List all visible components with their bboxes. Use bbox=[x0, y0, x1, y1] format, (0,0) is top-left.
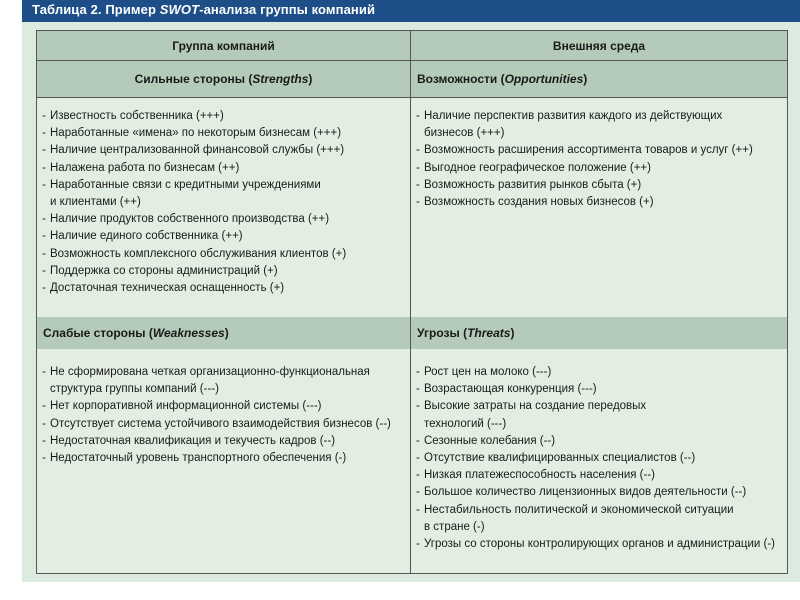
strengths-item: - Известность собственника (+++) bbox=[42, 108, 408, 125]
caption-swot: SWOT bbox=[159, 2, 200, 17]
strengths-item: - Наличие продуктов собственного производства (++) bbox=[42, 211, 408, 228]
threats-item: - Возрастающая конкуренция (---) bbox=[416, 381, 784, 398]
header-threats: Угрозы ( Threats ) bbox=[411, 317, 787, 349]
weaknesses-item: - Недостаточная квалификация и текучесть кадров (--) bbox=[42, 433, 408, 450]
strengths-item: - Возможность комплексного обслуживания клиентов (+) bbox=[42, 246, 408, 263]
caption-suffix: -анализа группы компаний bbox=[199, 2, 376, 17]
threats-item: - Высокие затраты на создание передовых технологий (---) bbox=[416, 398, 784, 432]
swot-table bbox=[36, 30, 788, 574]
strengths-item: - Налажена работа по бизнесам (++) bbox=[42, 160, 408, 177]
opportunities-item: - Выгодное географическое положение (++) bbox=[416, 160, 784, 177]
threats-item: - Большое количество лицензионных видов деятельности (--) bbox=[416, 484, 784, 501]
weaknesses-cell bbox=[42, 364, 408, 569]
weaknesses-label: Слабые стороны bbox=[43, 326, 146, 340]
table-caption bbox=[32, 2, 375, 17]
opportunities-item: - Возможность развития рынков сбыта (+) bbox=[416, 177, 784, 194]
threats-label-en: Threats bbox=[467, 326, 511, 340]
threats-item: - Рост цен на молоко (---) bbox=[416, 364, 784, 381]
header-opportunities: Возможности ( Opportunities ) bbox=[411, 61, 787, 97]
opportunities-list bbox=[416, 108, 784, 211]
header-company-group-text: Группа компаний bbox=[172, 38, 275, 53]
row-divider-1 bbox=[37, 60, 787, 61]
strengths-cell bbox=[42, 108, 408, 318]
strengths-item: - Наработанные связи с кредитными учреждениями и клиентами (++) bbox=[42, 177, 408, 211]
threats-item: - Отсутствие квалифицированных специалистов (--) bbox=[416, 450, 784, 467]
column-divider bbox=[410, 31, 411, 573]
opportunities-label-en: Opportunities bbox=[504, 72, 584, 86]
header-external-env bbox=[411, 31, 787, 60]
threats-item: - Низкая платежеспособность населения (--) bbox=[416, 467, 784, 484]
strengths-label: Сильные стороны bbox=[134, 72, 246, 86]
opportunities-item: - Наличие перспектив развития каждого из действующих бизнесов (+++) bbox=[416, 108, 784, 142]
weaknesses-list bbox=[42, 364, 408, 467]
row-divider-2 bbox=[37, 97, 787, 98]
weaknesses-item: - Нет корпоративной информационной системы (---) bbox=[42, 398, 408, 415]
strengths-label-en: Strengths bbox=[252, 72, 309, 86]
threats-list bbox=[416, 364, 784, 553]
opportunities-label: Возможности bbox=[417, 72, 498, 86]
strengths-item: - Достаточная техническая оснащенность (+) bbox=[42, 280, 408, 297]
threats-item: - Сезонные колебания (--) bbox=[416, 433, 784, 450]
strengths-list bbox=[42, 108, 408, 297]
opportunities-item: - Возможность создания новых бизнесов (+) bbox=[416, 194, 784, 211]
strengths-item: - Наработанные «имена» по некоторым бизнесам (+++) bbox=[42, 125, 408, 142]
threats-item: - Угрозы со стороны контролирующих органов и администрации (-) bbox=[416, 536, 784, 553]
strengths-item: - Наличие централизованной финансовой службы (+++) bbox=[42, 142, 408, 159]
weaknesses-item: - Недостаточный уровень транспортного обеспечения (-) bbox=[42, 450, 408, 467]
weaknesses-label-en: Weaknesses bbox=[152, 326, 225, 340]
strengths-item: - Поддержка со стороны администраций (+) bbox=[42, 263, 408, 280]
threats-item: - Нестабильность политической и экономической ситуации в стране (-) bbox=[416, 502, 784, 536]
header-external-env-text: Внешняя среда bbox=[552, 38, 646, 53]
strengths-item: - Наличие единого собственника (++) bbox=[42, 228, 408, 245]
caption-prefix: Таблица 2. Пример bbox=[32, 2, 160, 17]
header-weaknesses: Слабые стороны ( Weaknesses ) bbox=[37, 317, 410, 349]
table-caption-bar bbox=[22, 0, 800, 22]
threats-label: Угрозы bbox=[417, 326, 460, 340]
opportunities-item: - Возможность расширения ассортимента товаров и услуг (++) bbox=[416, 142, 784, 159]
weaknesses-item: - Не сформирована четкая организационно-функциональная структура группы компаний (---) bbox=[42, 364, 408, 398]
header-strengths: Сильные стороны ( Strengths ) bbox=[37, 61, 410, 97]
threats-cell bbox=[416, 364, 784, 569]
header-company-group bbox=[37, 31, 410, 60]
weaknesses-item: - Отсутствует система устойчивого взаимодействия бизнесов (--) bbox=[42, 416, 408, 433]
opportunities-cell bbox=[416, 108, 784, 318]
